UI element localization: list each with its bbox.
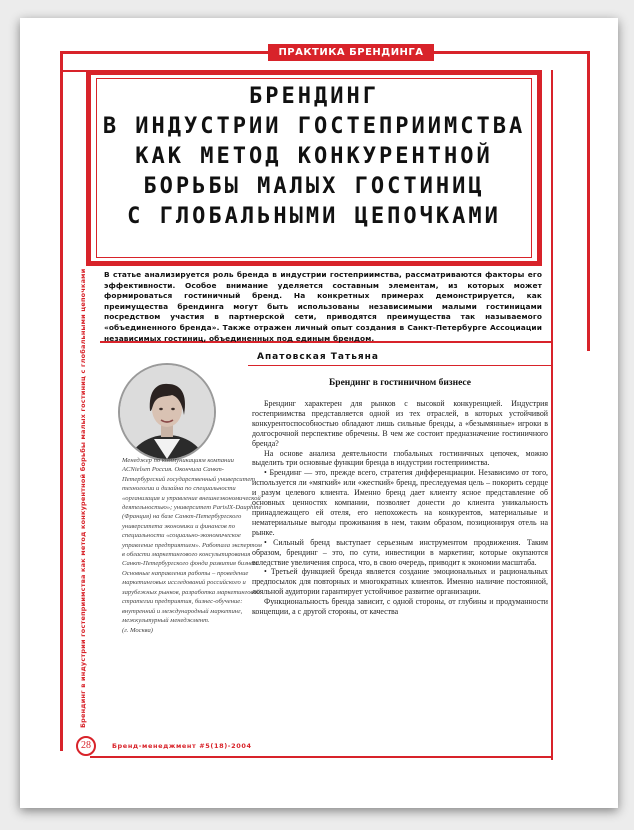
vertical-caption [62,258,87,728]
author-name: Апатовская Татьяна [257,352,379,362]
author-bio-text: Менеджер по коммуникациям компании ACNielsen Россия. Окончила Санкт-Петербургский государственный университет технологии и дизайна по специальности «организация и управление внешнеэкономической деятельностью»; университет ParisIX-Dauphine (Франция) на базе Санкт-Петербургского университета экономики и финансов по специальности «социально-экономическое управление предприятием». Работала экспертом в области маркетингового консультирования Санкт-Петербургского фонда развития бизнеса. Основные направления работы – проведение маркетинговых исследований российского и зарубежных рынков, разработка маркетинговой стратегии предприятия, бизнес-обучение: внутренний и международный маркетинг, межкультурный менеджмент. [122,457,262,624]
frame-right-inner-line [551,70,553,760]
vertical-caption-text: Брендинг в индустрии гостеприимства как метод конкурентной борьбы малых гостиниц с глобальными цепочками [79,268,87,728]
paragraph: На основе анализа деятельности глобальных гостиничных цепочек, можно выделить три основные функции бренда в индустрии гостеприимства. [252,448,548,468]
author-city: (г. Москва) [122,627,153,635]
frame-right-line [587,51,590,351]
author-bio [122,456,262,636]
page-number: 28 [76,736,96,756]
title-line: С ГЛОБАЛЬНЫМИ ЦЕПОЧКАМИ [127,204,501,229]
paragraph: Брендинг характерен для рынков с высокой конкуренцией. Индустрия гостеприимства представляется одной из тех отраслей, в которых устойчивой конкурентоспособностью обладают лишь сильные бренды, а «безымянные» игроки в долгосрочной перспективе обречены. В чем же состоит предназначение гостиничного бренда? [252,399,548,448]
frame-corner-left [60,70,86,72]
section-heading: Брендинг в гостиничном бизнесе [329,378,471,388]
author-photo [118,363,216,461]
paragraph: • Третьей функцией бренда является создание эмоциональных и рациональных предпосылок для повторных и многократных клиентов. Именно наличие постоянной, лояльной аудитории гарантирует устойчивое развитие организации. [252,567,548,597]
title-line: БОРЬБЫ МАЛЫХ ГОСТИНИЦ [143,174,485,199]
magazine-page [20,18,618,808]
title-line: КАК МЕТОД КОНКУРЕНТНОЙ [135,144,493,169]
section-label: ПРАКТИКА БРЕНДИНГА [268,44,434,61]
paragraph: Функциональность бренда зависит, с одной стороны, от глубины и продуманности концепции, а с другой стороны, от качества [252,597,548,617]
footer-journal: Бренд-менеджмент #5(18)-2004 [112,742,252,750]
paragraph: • Брендинг — это, прежде всего, стратегия дифференциации. Независимо от того, используется ли «мягкий» или «жесткий» бренд, преследуемая цель – покорить сердце и разум целевого клиента. Именно бренд дает клиенту ясное представление об основных ценностях компании, позволяет донести до клиента уникальность принадлежащего ей отеля, его непохожесть на конкурентов, материальные и нематериальные выгоды проживания в нем, таким образом, позиционируя отель на рынке. [252,468,548,537]
paragraph: • Сильный бренд выступает серьезным инструментом продвижения. Таким образом, брендинг – это, по сути, инвестиции в маркетинг, которые окупаются вследствие увеличения спроса, что, в свою очередь, приводит к экономии масштаба. [252,537,548,567]
frame-author-underline [248,365,551,366]
frame-bottom-line [90,756,553,758]
title-line: В ИНДУСТРИИ ГОСТЕПРИИМСТВА [102,114,526,139]
article-title [100,82,528,232]
author-portrait-icon [120,365,214,459]
abstract: В статье анализируется роль бренда в индустрии гостеприимства, рассматриваются факторы его эффективности. Особое внимание уделяется составным элементам, из которых может формироваться гостиничный бренд. На конкретных примерах демонстрируется, как преимущества брендинга могут быть использованы независимыми малыми гостиницами посредством участия в партнерской сети, приводятся преимущества так называемого «объединенного бренда». Также отражен личный опыт создания в Санкт-Петербурге Ассоциации независимых гостиниц, объединенных под единым брендом. [104,270,542,343]
article-body [252,399,548,617]
title-line: БРЕНДИНГ [249,84,379,109]
